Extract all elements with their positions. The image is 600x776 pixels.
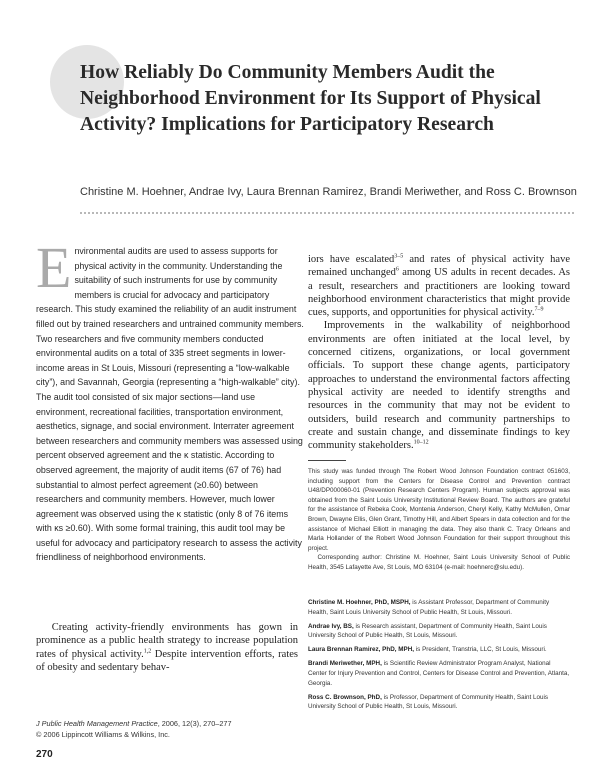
affiliation-name: Laura Brennan Ramirez, PhD, MPH, xyxy=(308,646,415,654)
abstract-text: nvironmental audits are used to assess supports for physical activity in the community. Understanding the suitability of such instruments for use by community members is crucial for advocacy and participatory research. This study examined the reliability of an audit instrument filled out by trained researchers and untrained community members. Two researchers and five community members conducted environmental audits on a total of 335 street segments in lower-income areas in St Louis, Missouri (representing a “low-walkable city”), and Savannah, Georgia (representing a “high-walkable” city). The audit tool consisted of six major sections—land use environment, recreational facilities, transportation environment, aesthetics, signage, and social environment. Interrater agreement between researchers and community members was assessed using percent observed agreement and the κ statistic. According to observed agreement, the majority of audit items (67 of 76) had substantial to almost perfect agreement (≥0.60) between researchers and community members. However, much lower agreement was observed using the κ statistic (only 8 of 76 items with κs ≥0.60). With some formal training, this audit tool may be useful for advocacy and participatory research to assess the activity friendliness of neighborhood environments. xyxy=(36,246,304,563)
footnote xyxy=(308,467,570,573)
body-paragraph-continued xyxy=(308,253,570,319)
affiliation-desc: is Research assistant, Department of Community Health, Saint Louis University School of Public Health, St Louis, Missouri. xyxy=(308,622,547,640)
affiliation-desc: is President, Transtria, LLC, St Louis, Missouri. xyxy=(414,646,547,654)
footnote-rule xyxy=(308,460,346,461)
affiliation-desc: is Assistant Professor, Department of Community Health, Saint Louis University School of Public Health, St Louis, Missouri. xyxy=(308,599,550,616)
affiliation-name: Brandi Meriwether, MPH, xyxy=(308,660,382,668)
correspondence-note: Corresponding author: Christine M. Hoehner, Saint Louis University School of Public Health, 3545 Lafayette Ave, St Louis, MO 63104 (e-mail: hoehnerc@slu.edu). xyxy=(308,554,570,571)
citation-ref: 10–12 xyxy=(413,439,429,446)
affiliation-name: Andrae Ivy, BS, xyxy=(308,622,354,630)
affiliation-name: Christine M. Hoehner, PhD, MSPH, xyxy=(308,599,411,606)
citation-ref: 7–9 xyxy=(534,306,544,313)
body-paragraph-walkability xyxy=(308,319,570,452)
body-intro-text-cont: Despite intervention efforts, rates of obesity and sedentary behav- xyxy=(36,648,298,673)
citation-ref: 6 xyxy=(395,266,399,273)
affiliation-name: Ross C. Brownson, PhD, xyxy=(308,693,382,701)
body-intro-text: Creating activity-friendly environments has gown in prominence as a public health strategy to increase population rates of physical activity. xyxy=(36,622,298,660)
dotted-divider xyxy=(80,212,574,214)
affiliation-desc: is Scientific Review Administrator Program Analyst, National Center for Injury Prevention and Control, Centers for Disease Control and Prevention, Atlanta, Georgia. xyxy=(308,660,570,687)
author-affiliations xyxy=(308,598,570,716)
journal-name: J Public Health Management Practice xyxy=(36,719,158,728)
journal-citation xyxy=(36,718,298,740)
article-title: How Reliably Do Community Members Audit the Neighborhood Environment for Its Support of Physical Activity? Implications for Participatory Research xyxy=(80,62,541,135)
page-number: 270 xyxy=(36,749,53,760)
affiliation-item xyxy=(308,693,570,712)
abstract xyxy=(36,235,304,565)
affiliation-item xyxy=(308,659,570,688)
affiliation-item xyxy=(308,598,570,617)
citation-ref: 1,2 xyxy=(143,648,152,655)
body-text: iors have escalated xyxy=(308,254,395,265)
affiliation-desc: is Professor, Department of Community Health, Saint Louis University School of Public Health, St Louis, Missouri. xyxy=(308,693,549,711)
affiliation-item xyxy=(308,622,570,641)
citation-ref: 3–5 xyxy=(394,253,404,260)
body-paragraph-intro xyxy=(36,621,298,674)
citation-details: , 2006, 12(3), 270–277 xyxy=(157,719,232,728)
copyright-line: © 2006 Lippincott Williams & Wilkins, Inc. xyxy=(36,730,170,739)
body-text: and rates of physical activity have remained unchanged xyxy=(308,254,571,279)
citation-line xyxy=(36,718,298,729)
body-right-column xyxy=(308,253,570,452)
author-list: Christine M. Hoehner, Andrae Ivy, Laura Brennan Ramirez, Brandi Meriwether, and Ross C. Brownson xyxy=(80,186,577,198)
affiliation-item xyxy=(308,645,570,655)
funding-note: This study was funded through The Robert Wood Johnson Foundation contract 051603, including support from the Centers for Disease Control and Prevention contract U48/DP000060-01 (Prevention Research Centers Program). Human subjects approval was obtained from the Saint Louis University Institutional Review Board. The authors are grateful for the assistance of Rebeka Cook, Montenia Anderson, Cheryl Kelly, Kathy McMullen, Omar Brown, Dwayne Ellis, Glen Grant, Timothy Hill, and Albert Spears in data collection and for the assistance of Michael Elliott in managing the data. They also thank C. Tracy Orleans and Marla Hollander of the Robert Wood Johnson Foundation for their support throughout this project. xyxy=(308,468,570,552)
abstract-dropcap: E xyxy=(36,235,72,300)
body-text: among US adults in recent decades. As a result, researchers and practitioners are looking toward neighborhood environment characteristics that might provide cues, supports, and opportunities for physical activity. xyxy=(308,267,570,319)
body-text: Improvements in the walkability of neighborhood environments are often initiated at the local level, by concerned citizens, organizations, or local government officials. To support these change agents, participatory approaches to understand the environmental factors affecting physical activity are needed to identify strengths and resources in the community that may not be evident to outsiders, build research and community partnerships to create and sustain change, and disseminate findings to key community stakeholders. xyxy=(308,320,570,452)
